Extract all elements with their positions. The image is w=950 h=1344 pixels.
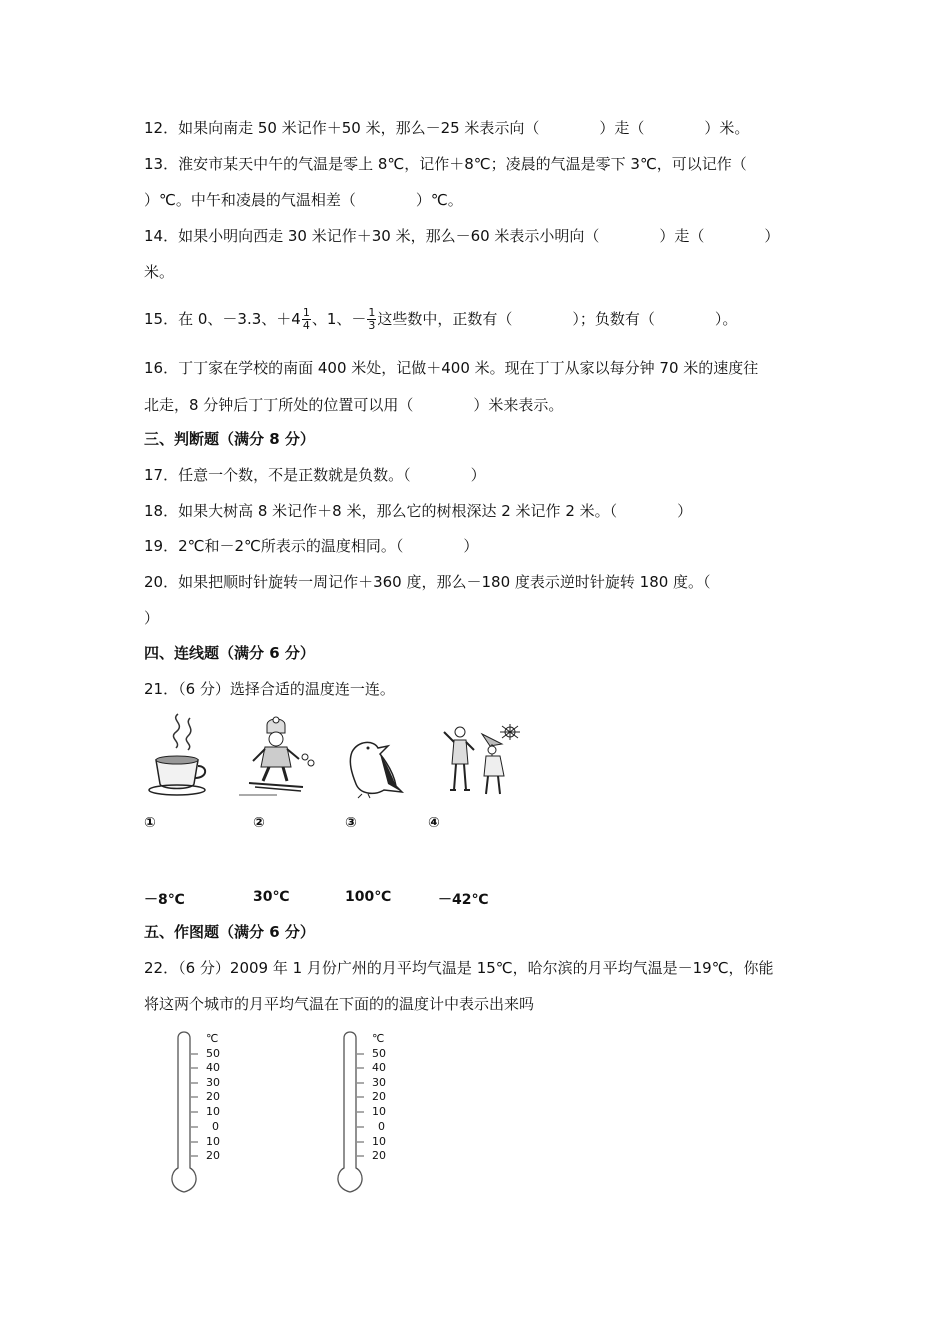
temperature-option-1: －8℃ [144,892,185,908]
tick-label: 30 [206,1076,220,1089]
tick-label: 20 [372,1149,386,1162]
question-14-line1: 14．如果小明向西走 30 米记作＋30 米，那么－60 米表示小明向（ ）走（ ） [144,227,780,245]
fraction-one-third [367,307,376,332]
thermometer-body [334,1028,404,1196]
tick-label: 10 [206,1135,220,1148]
question-22-line1: 22．（6 分）2009 年 1 月份广州的月平均气温是 15℃，哈尔滨的月平均气温是－19℃，你能 [144,959,774,977]
picture-label-2: ② [253,815,265,831]
thermometer-unit: ℃ [372,1032,385,1045]
tick-label: 0 [212,1120,219,1133]
question-22-line2: 将这两个城市的月平均气温在下面的的温度计中表示出来吗 [144,995,535,1013]
tick-label: 30 [372,1076,386,1089]
fraction-one-quarter [302,307,311,332]
picture-label-1: ① [144,815,156,831]
q15-suffix: 这些数中，正数有（ ）；负数有（ ）。 [377,310,738,328]
summer-people-icon [442,724,520,800]
temperature-option-3: 100℃ [345,889,392,905]
q15-prefix: 15．在 0、－3.3、＋4 [144,310,301,328]
tick-label: 50 [372,1047,386,1060]
question-18: 18．如果大树高 8 米记作＋8 米，那么它的树根深达 2 米记作 2 米。（ ） [144,502,693,520]
temperature-option-2: 30℃ [253,889,290,905]
temperature-option-4: －42℃ [438,892,489,908]
question-15 [144,304,737,334]
fraction-denominator: 3 [368,319,376,332]
question-20-line2: ） [144,609,160,627]
fraction-denominator: 4 [302,319,310,332]
question-14-line2: 米。 [144,263,175,281]
question-13-line2: ）℃。中午和凌晨的气温相差（ ）℃。 [144,191,463,209]
tick-label: 20 [372,1090,386,1103]
skiing-child-icon [237,715,317,799]
tick-label: 10 [372,1135,386,1148]
tick-label: 10 [206,1105,220,1118]
question-16-line1: 16．丁丁家在学校的南面 400 米处，记做＋400 米。现在丁丁从家以每分钟 70 米的速度往 [144,359,759,377]
question-12: 12．如果向南走 50 米记作＋50 米，那么－25 米表示向（ ）走（ ）米。 [144,119,750,137]
question-16-line2: 北走，8 分钟后丁丁所处的位置可以用（ ）米来表示。 [144,396,564,414]
picture-label-4: ④ [428,815,440,831]
thermometer-guangzhou[interactable] [168,1028,238,1196]
question-17: 17．任意一个数，不是正数就是负数。（ ） [144,466,486,484]
thermometer-unit: ℃ [206,1032,219,1045]
thermometer-harbin[interactable] [334,1028,404,1196]
penguin-icon [344,738,406,800]
picture-label-3: ③ [345,815,357,831]
tick-label: 50 [206,1047,220,1060]
tick-label: 40 [372,1061,386,1074]
fraction-numerator: 1 [368,306,376,319]
question-13-line1: 13．淮安市某天中午的气温是零上 8℃，记作＋8℃；凌晨的气温是零下 3℃，可以记作（ [144,155,747,173]
tick-label: 20 [206,1090,220,1103]
q15-middle: 、1、－ [311,310,367,328]
section-5-heading: 五、作图题（满分 6 分） [144,923,315,941]
question-21: 21．（6 分）选择合适的温度连一连。 [144,680,395,698]
tick-label: 0 [378,1120,385,1133]
question-20-line1: 20．如果把顺时针旋转一周记作＋360 度，那么－180 度表示逆时针旋转 180 度。（ [144,573,711,591]
coffee-cup-icon [146,712,212,798]
question-19: 19．2℃和－2℃所表示的温度相同。（ ） [144,537,479,555]
section-3-heading: 三、判断题（满分 8 分） [144,430,315,448]
fraction-numerator: 1 [302,306,310,319]
thermometer-body [168,1028,238,1196]
tick-label: 40 [206,1061,220,1074]
tick-label: 20 [206,1149,220,1162]
section-4-heading: 四、连线题（满分 6 分） [144,644,315,662]
tick-label: 10 [372,1105,386,1118]
